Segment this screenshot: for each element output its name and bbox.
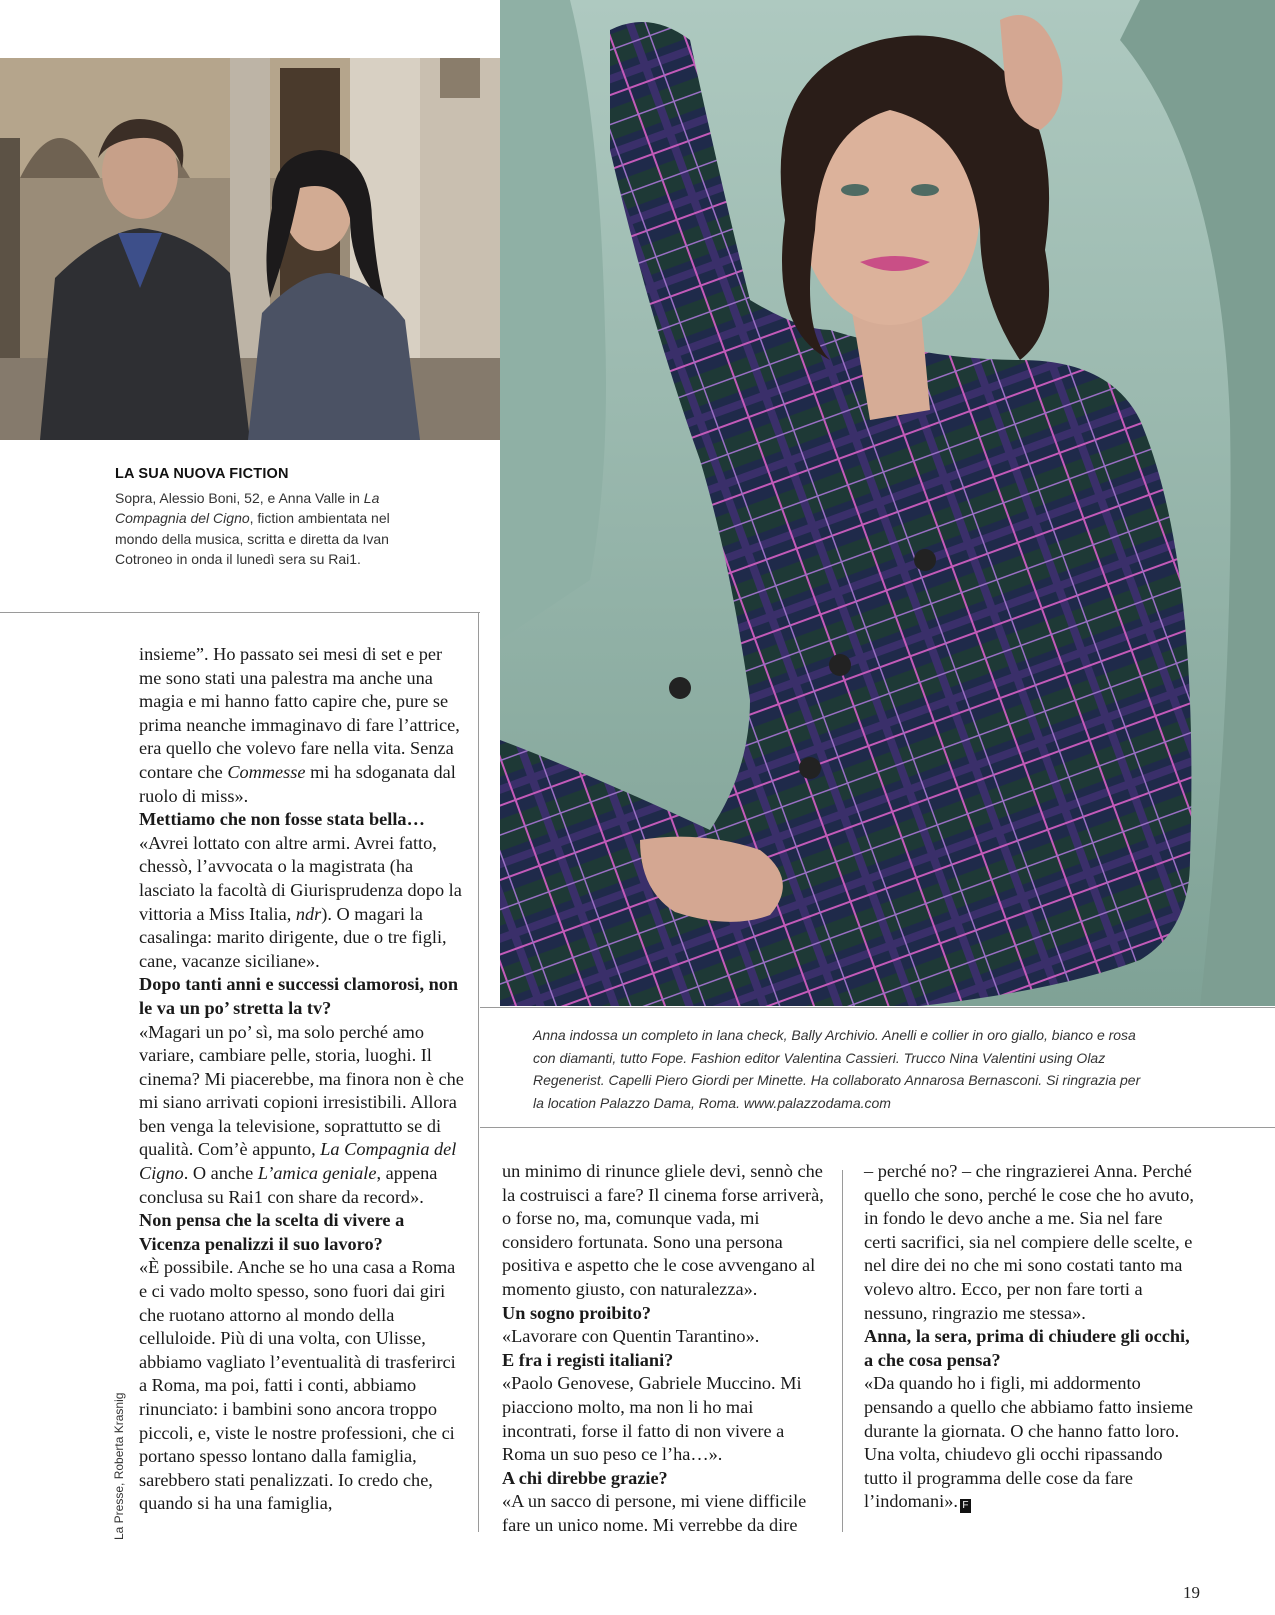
- paragraph: [139, 643, 464, 808]
- text: ). O magari la casalinga: marito dirigente, due o tre figli, cane, vacanze siciliane».: [139, 903, 447, 971]
- text: insieme”. Ho passato sei mesi di set e per me sono stati una palestra ma anche una magia e mi hanno fatto capire che, pure se prima neanche immaginavo di fare l’attrice, era quello che volevo fare nella vita. Senza contare che: [139, 644, 460, 782]
- interview-question: Dopo tanti anni e successi clamorosi, non le va un po’ stretta la tv?: [139, 974, 459, 1018]
- interview-question: Un sogno proibito?: [502, 1302, 651, 1323]
- article-column-2: [502, 1160, 827, 1538]
- text: mi ha sdoganata dal ruolo di miss».: [139, 761, 456, 806]
- paragraph: «Lavorare con Quentin Tarantino».: [502, 1326, 760, 1347]
- paragraph: «A un sacco di persone, mi viene difficile fare un unico nome. Mi verrebbe da dire: [502, 1491, 807, 1535]
- article-column-1: [139, 643, 464, 1516]
- fiction-caption: [115, 464, 415, 570]
- interview-question: Mettiamo che non fosse stata bella…: [139, 809, 425, 830]
- italic-note: ndr: [295, 903, 322, 924]
- main-portrait-photo: [500, 0, 1275, 1006]
- rule-below-photo: [480, 1007, 1275, 1008]
- caption-text-start: Sopra, Alessio Boni, 52, e Anna Valle in: [115, 489, 364, 506]
- interview-question: A chi direbbe grazie?: [502, 1467, 668, 1488]
- rule-left-top: [0, 612, 480, 613]
- caption-show-title: La Compagnia del Cigno: [115, 489, 380, 526]
- text: «Da quando ho i figli, mi addormento pensando a quello che abbiamo fatto insieme durante la giornata. O che hanno fatto loro. Una volta, chiudevo gli occhi ripassando tutto il programma delle cose da fare l’indomani».: [864, 1373, 1193, 1512]
- text: «Avrei lottato con altre armi. Avrei fatto, chessò, l’avvocata o la magistrata (ha lasciato la facoltà di Giurisprudenza dopo la vittoria a Miss Italia,: [139, 832, 462, 924]
- photo-credit: La Presse, Roberta Krasnig: [112, 1392, 126, 1540]
- interview-question: E fra i registi italiani?: [502, 1349, 674, 1370]
- paragraph: [139, 1021, 464, 1210]
- paragraph: [139, 832, 464, 974]
- text: . O anche: [183, 1163, 258, 1184]
- fiction-caption-text: [115, 488, 415, 570]
- text: , appena conclusa su Rai1 con share da record».: [139, 1163, 438, 1207]
- caption-text-end: , fiction ambientata nel mondo della musica, scritta e diretta da Ivan Cotroneo in onda il lunedì sera su Rai1.: [115, 510, 390, 567]
- text: «Magari un po’ sì, ma solo perché amo variare, cambiare pelle, storia, luoghi. Il cinema? Mi piacerebbe, ma finora non è che mi siano arrivati copioni irresistibili. Allora ben venga la televisione, soprattutto se di qualità. Com’è appunto,: [139, 1021, 464, 1160]
- interview-question: Anna, la sera, prima di chiudere gli occhi, a che cosa pensa?: [864, 1326, 1190, 1370]
- portrait-caption: Anna indossa un completo in lana check, Bally Archivio. Anelli e collier in oro giallo, bianco e rosa con diamanti, tutto Fope. Fashion editor Valentina Cassieri. Trucco Nina Valentini using Olaz Regenerist. Capelli Piero Giordi per Minette. Ha collaborato Annarosa Bernasconi. Si ringrazia per la location Palazzo Dama, Roma. www.palazzodama.com: [533, 1027, 1141, 1111]
- article-column-3: [864, 1160, 1194, 1514]
- column-divider-2: [842, 1170, 843, 1532]
- column-divider-1: [478, 612, 479, 1532]
- page-number: 19: [1183, 1583, 1200, 1602]
- paragraph: – perché no? – che ringrazierei Anna. Perché quello che sono, perché le cose che ho avuto, in fondo le devo anche a me. Sia nel fare certi sacrifici, sia nel compiere delle scelte, e nel dire dei no che mi sono costati tanto ma volevo altro. Ecco, per non fare torti a nessuno, ringrazio me stessa».: [864, 1161, 1194, 1323]
- paragraph: un minimo di rinunce gliele devi, sennò che la costruisci a fare? Il cinema forse arriverà, o forse no, ma, comunque vada, mi considero fortunata. Sono una persona positiva e aspetto che le cose avvengano al momento giusto, con naturalezza».: [502, 1161, 824, 1299]
- paragraph: [864, 1372, 1194, 1514]
- paragraph: «È possibile. Anche se ho una casa a Roma e ci vado molto spesso, sono fuori dai giri che ruotano attorno al mondo della celluloide. Più di una volta, con Ulisse, abbiamo vagliato l’eventualità di trasferirci a Roma, ma poi, fatti i conti, abbiamo rinunciato: i bambini sono ancora troppo piccoli, e, viste le nostre professioni, che ci portano spesso lontano dalla famiglia, sarebbero stati penalizzati. Io credo che, quando si ha una famiglia,: [139, 1257, 456, 1514]
- italic-title: Commesse: [227, 761, 306, 782]
- end-of-article-icon: F: [960, 1499, 971, 1513]
- fiction-photo: [0, 58, 500, 440]
- fiction-caption-title: LA SUA NUOVA FICTION: [115, 466, 289, 482]
- italic-title: La Compagnia del Cigno: [139, 1139, 457, 1184]
- interview-question: Non pensa che la scelta di vivere a Vicenza penalizzi il suo lavoro?: [139, 1210, 405, 1254]
- rule-below-caption: [480, 1127, 1275, 1128]
- paragraph: «Paolo Genovese, Gabriele Muccino. Mi piacciono molto, ma non li ho mai incontrati, forse il fatto di non vivere a Roma un suo peso ce l’ha…».: [502, 1373, 802, 1465]
- italic-title: L’amica geniale: [257, 1163, 377, 1184]
